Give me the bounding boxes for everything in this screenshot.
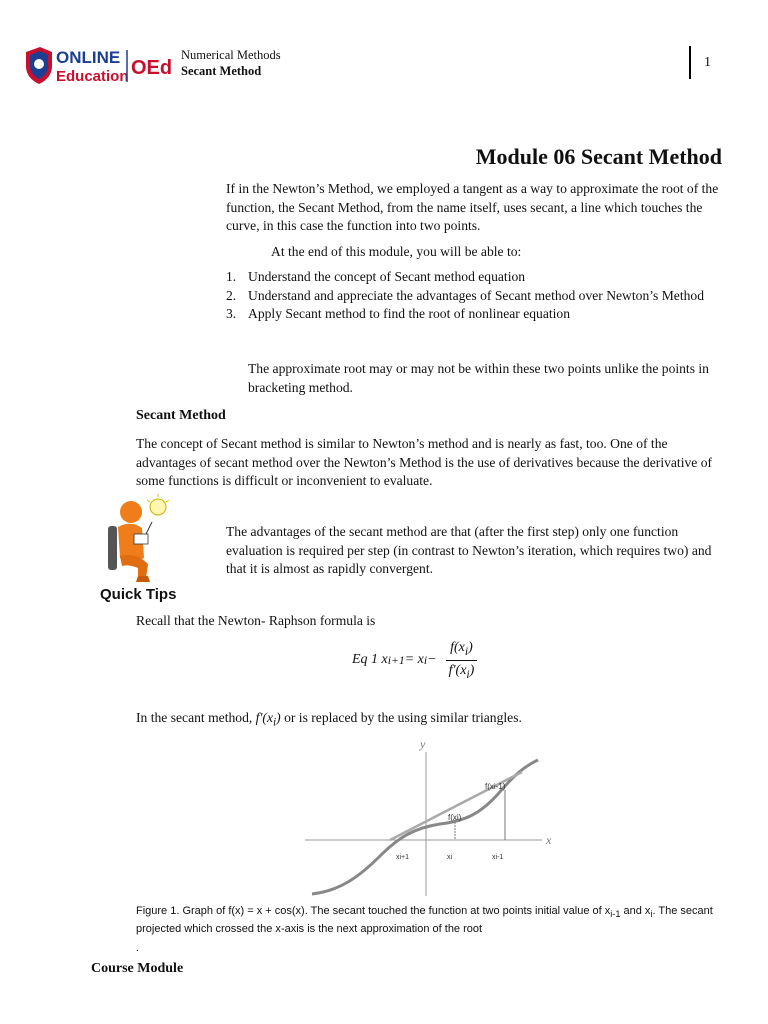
tick-xi-plus-1: xi+1 (396, 854, 410, 861)
caption-sub2: i (650, 909, 653, 920)
eq-mid: = x (404, 652, 424, 667)
quick-tips-label: Quick Tips (100, 586, 177, 603)
secant-fprime-end: ) (276, 710, 281, 725)
concept-paragraph: The concept of Secant method is similar to Newton’s method and is nearly as fast, too. One of the advantages of secant method over the Newton’s Method is the use of derivatives because the derivative of some functions is difficult or inconvenient to evaluate. (136, 436, 713, 488)
section-heading: Secant Method (136, 408, 226, 423)
objectives-intro: At the end of this module, you will be able to: (271, 244, 522, 259)
secant-replacement-text (136, 709, 522, 732)
tick-xi-minus-1: xi-1 (492, 854, 504, 861)
newton-raphson-equation (352, 638, 478, 682)
caption-part3: . The secant projected which crossed the x-axis is the next approximation of the root (136, 905, 713, 936)
logo-abbr: OEd (131, 57, 173, 79)
recall-text: Recall that the Newton- Raphson formula is (136, 613, 376, 628)
objective-item (226, 305, 706, 324)
header-course: Numerical Methods (181, 48, 281, 62)
tick-xi: xi (447, 854, 453, 861)
caption-sub1: i-1 (610, 909, 621, 920)
page-number: 1 (704, 55, 711, 70)
objective-text: Understand the concept of Secant method equation (248, 269, 526, 284)
advantages-paragraph: The advantages of the secant method are that (after the first step) only one function evaluation is required per step (in contrast to Newton’s iteration, which requires two) and that it is almost as rapidly convergent. (226, 524, 712, 576)
eq-num-end: ) (468, 639, 473, 655)
secant-fprime: f′(x (255, 710, 273, 725)
intro-paragraph: If in the Newton’s Method, we employed a tangent as a way to approximate the root of the function, the Secant Method, from the name itself, uses secant, a line which touches the curve, in this case the function into two points. (226, 181, 719, 233)
logo-text-education: Education (56, 68, 129, 85)
quick-tips-illustration (96, 492, 196, 604)
label-f-xi: f(xi) (448, 813, 462, 822)
objective-text: Apply Secant method to find the root of nonlinear equation (248, 306, 571, 321)
page-title: Module 06 Secant Method (475, 144, 722, 169)
eq-fraction (445, 640, 479, 681)
objective-number: 2. (226, 287, 237, 303)
objectives-list (226, 268, 706, 324)
caption-part2: and x (620, 905, 651, 917)
logo-text-online: ONLINE (56, 48, 121, 67)
eq-denominator (445, 661, 479, 681)
objective-item (226, 287, 706, 306)
secant-text-before: In the secant method, (136, 710, 256, 725)
logo (24, 44, 174, 86)
objective-text: Understand and appreciate the advantages of Secant method over Newton’s Method (248, 287, 704, 303)
eq-minus: − (427, 652, 437, 667)
header-divider (689, 46, 691, 79)
stray-dot: . (136, 942, 139, 954)
objective-item (226, 268, 706, 287)
secant-graph (300, 736, 560, 900)
secant-text-after: or is replaced by the using similar triangles. (280, 710, 522, 725)
eq-num-sub: i (464, 644, 469, 658)
eq-den-sub: i (466, 667, 470, 681)
x-axis-label: x (546, 833, 552, 847)
objective-number: 3. (226, 306, 237, 321)
eq-den-end: ) (469, 662, 475, 678)
eq-lhs: Eq 1 x (352, 652, 388, 667)
eq-num-text: f(x (450, 639, 465, 655)
header-title (181, 47, 281, 79)
footer-label: Course Module (91, 961, 184, 976)
objective-number: 1. (226, 269, 237, 284)
approx-note: The approximate root may or may not be within these two points unlike the points in bracketing method. (248, 361, 709, 395)
header-topic: Secant Method (181, 64, 262, 78)
eq-numerator (446, 640, 477, 661)
eq-mid-sub: i (423, 653, 428, 667)
caption-part1: Figure 1. Graph of f(x) = x + cos(x). The secant touched the function at two points initial value of x (136, 905, 611, 917)
label-f-xim1: f(xi-1) (485, 782, 506, 791)
y-axis-label: y (420, 737, 426, 751)
eq-lhs-sub: i+1 (387, 653, 405, 667)
secant-fprime-sub: i (272, 716, 277, 729)
eq-den-text: f′(x (448, 662, 467, 678)
figure-caption (136, 904, 736, 937)
